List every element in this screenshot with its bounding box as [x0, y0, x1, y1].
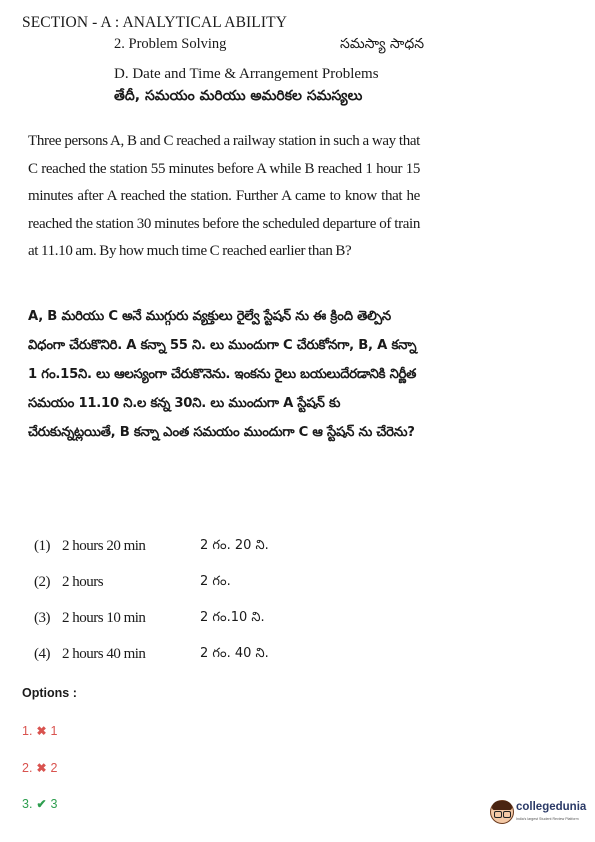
option-value: 2 — [50, 761, 58, 775]
option-value: 1 — [50, 724, 58, 738]
choice-text: 2 hours 40 min — [62, 646, 146, 662]
choice-text-telugu: 2 గం. 40 ని. — [200, 646, 269, 661]
option-index: 3. — [22, 797, 33, 811]
brand-logo[interactable] — [490, 798, 590, 828]
mascot-icon — [490, 800, 514, 824]
choice-text-telugu: 2 గం.10 ని. — [200, 610, 265, 625]
options-label: Options : — [22, 686, 77, 700]
choice-number: (4) — [34, 646, 50, 662]
option-2[interactable] — [22, 761, 57, 775]
option-1[interactable] — [22, 724, 57, 738]
subsection-title-telugu: సమస్యా సాధన — [340, 36, 425, 52]
check-mark-icon: ✔ — [36, 797, 47, 811]
subsection-title: 2. Problem Solving — [114, 36, 227, 52]
topic-title: D. Date and Time & Arrangement Problems — [114, 66, 379, 82]
choice-number: (2) — [34, 574, 50, 590]
option-3[interactable] — [22, 797, 57, 811]
brand-tagline: India's largest Student Review Platform — [516, 817, 579, 821]
choice-text: 2 hours — [62, 574, 104, 590]
choice-text: 2 hours 10 min — [62, 610, 146, 626]
question-telugu: A, B మరియు C అనే ముగ్గురు వ్యక్తులు రైల్వే స్టేషన్ ను ఈ క్రింది తెల్పిన విధంగా చేరుకొనిరి. A కన్నా 55 ని. లు ముందుగా C చేరుకోనగా, B, A కన్నా 1 గం.15ని. లు ఆలస్యంగా చేరుకొనెను. ఇంకను రైలు బయలుదేరడానికి నిర్ణీత సమయం 11.10 ని.ల కన్న 30ని. లు ముందుగా A స్టేషన్ కు చేరుకున్నట్లయితే, B కన్నా ఎంత సమయం ముందుగా C ఆ స్టేషన్ ను చేరెను? — [28, 309, 417, 440]
option-value: 3 — [50, 797, 58, 811]
choice-number: (1) — [34, 538, 50, 554]
option-index: 2. — [22, 761, 33, 775]
section-title: SECTION - A : ANALYTICAL ABILITY — [22, 14, 287, 31]
wrong-mark-icon: ✖ — [36, 724, 47, 738]
choice-number: (3) — [34, 610, 50, 626]
topic-title-telugu: తేదీ, సమయం మరియు అమరికల సమస్యలు — [114, 88, 363, 104]
choice-text-telugu: 2 గం. 20 ని. — [200, 538, 269, 553]
choice-text: 2 hours 20 min — [62, 538, 146, 554]
option-index: 1. — [22, 724, 33, 738]
wrong-mark-icon: ✖ — [36, 761, 47, 775]
question-english: Three persons A, B and C reached a railway station in such a way that C reached the station 55 minutes before A while B reached 1 hour 15 minutes after A reached the station. Further A came to know that he reached the station 30 minutes before the scheduled departure of train at 11.10 am. By how much time C reached earlier than B? — [28, 133, 420, 259]
brand-name: collegedunia — [516, 801, 587, 813]
choice-text-telugu: 2 గం. — [200, 574, 231, 589]
